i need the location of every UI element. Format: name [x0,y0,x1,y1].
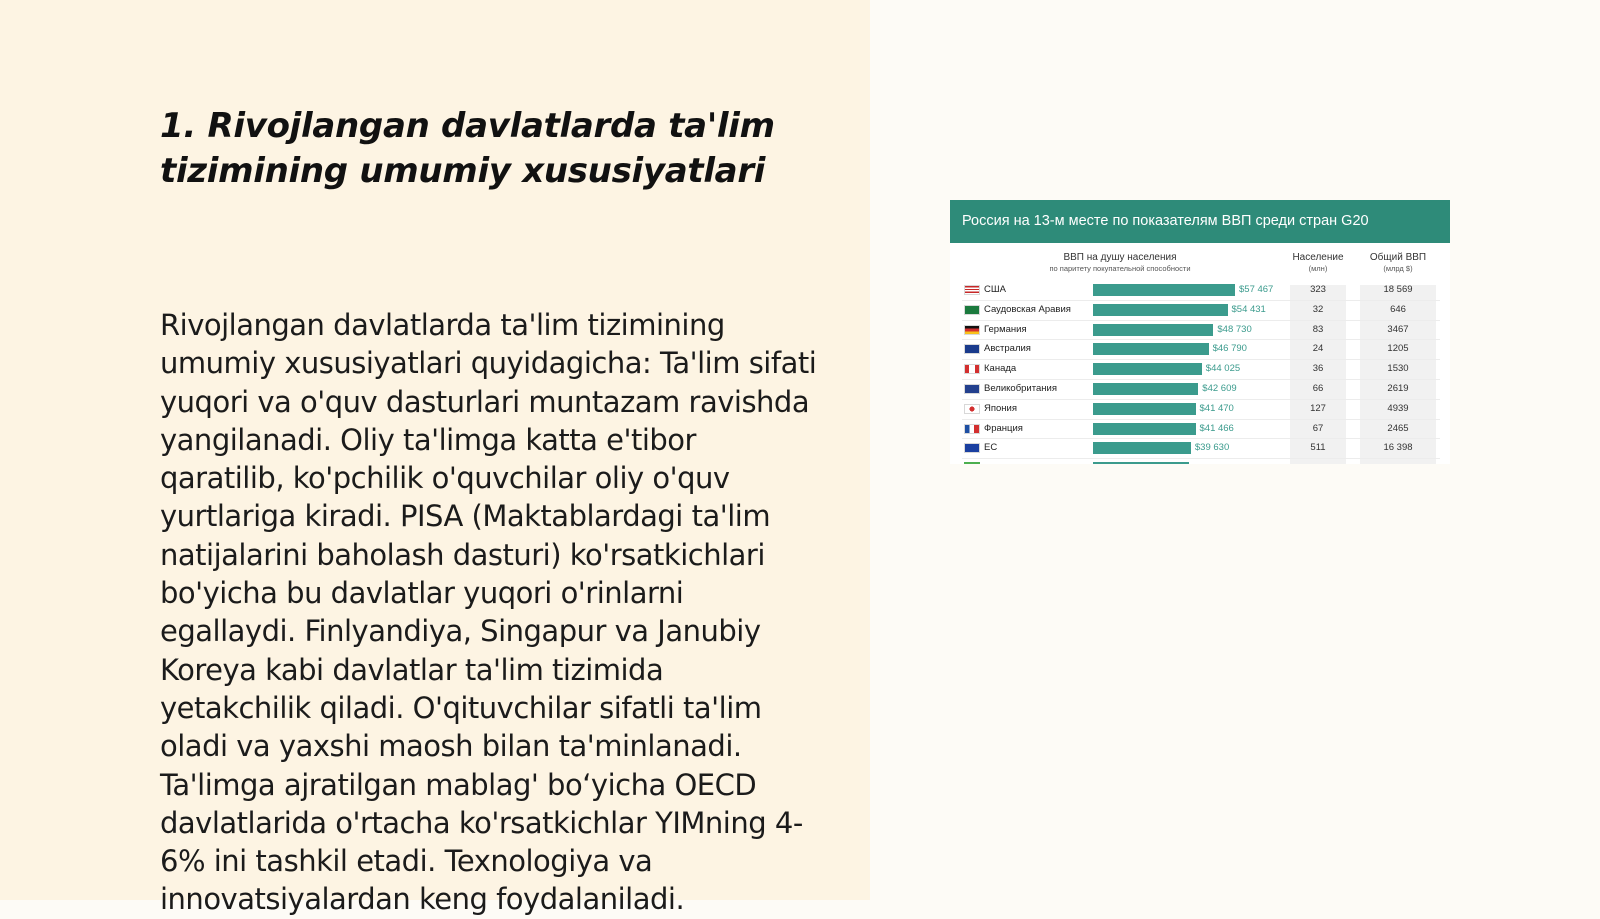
country-label: Япония [984,402,1017,414]
gdp-bar [1093,383,1198,395]
chart-row [950,379,1450,399]
chart-row [950,399,1450,419]
bar-track [1093,403,1283,415]
chart-row [950,419,1450,439]
cut-off-bar [1093,462,1189,464]
gdp-bar-label: $54 431 [1231,303,1266,315]
row-divider [962,458,1440,459]
total-gdp-value: 2619 [1387,383,1409,394]
column-header-gdp-per-capita [1010,252,1230,274]
chart-row [950,339,1450,359]
gdp-bar-label: $39 630 [1194,442,1230,454]
total-gdp-value: 1530 [1387,363,1409,375]
bar-track [1093,423,1283,435]
slide-body-text: Rivojlangan davlatlarda ta'lim tizimining umumiy xususiyatlari quyidagicha: Ta'lim sifati yuqori va o'quv dasturlari muntazam ravishda yangilanadi. Oliy ta'limga katta e'tibor qaratilib, ko'pchilik o'quvchilar oliy o'quv yurtlariga kiradi. PISA (Maktablardagi ta'lim natijalarini baholash dasturi) ko'rsatkichlari bo'yicha bu davlatlar yuqori o'rinlarni egallaydi. Finlyandiya, Singapur va Janubiy Koreya kabi davlatlar ta'lim tizimida yetakchilik qiladi. O'qituvchilar sifatli ta'lim oladi va yaxshi maosh bilan ta'minlanadi. Ta'limga ajratilgan mablag' bo‘yicha OECD davlatlarida o'rtacha ko'rsatkichlar YIMning 4-6% ini tashkil etadi. Texnologiya va innovatsiyalardan keng foydalaniladi. [160,308,817,917]
gdp-bar-label: $42 609 [1202,383,1237,394]
bar-track [1093,304,1283,316]
country-label: США [984,284,1006,295]
chart-title: Россия на 13-м месте по показателям ВВП среди стран G20 [950,200,1450,243]
total-gdp-value: 4939 [1387,402,1409,414]
total-gdp-value: 1205 [1387,343,1409,355]
gdp-bar [1093,442,1191,454]
column-header-population [1280,252,1356,274]
population-value: 323 [1310,284,1326,295]
bar-track [1093,383,1283,395]
population-value: 83 [1312,323,1324,335]
bar-track [1093,343,1283,355]
gdp-bar-label: $44 025 [1205,363,1241,375]
uk-flag-icon [964,384,980,394]
gdp-bar [1093,343,1209,355]
column-header-sublabel: (млрд $) [1383,264,1413,273]
france-flag-icon [964,424,980,434]
column-header-total-gdp [1360,252,1436,274]
gdp-bar [1093,403,1196,415]
chart-row [950,438,1450,458]
population-value: 36 [1312,363,1324,375]
column-header-sublabel: (млн) [1308,264,1328,273]
gdp-bar [1093,324,1213,336]
gdp-chart-image [950,200,1450,464]
column-header-label: Население [1292,252,1344,263]
chart-row [950,320,1450,340]
total-gdp-value: 3467 [1387,323,1409,335]
column-header-label: ВВП на душу населения [1063,252,1177,263]
eu-flag-icon [964,443,980,453]
country-label: Франция [984,422,1023,434]
australia-flag-icon [964,344,980,354]
chart-row [950,300,1450,320]
chart-row [950,280,1450,300]
country-label: Австралия [984,343,1031,355]
country-label: Саудовская Аравия [984,303,1071,315]
chart-row [950,359,1450,379]
population-value: 511 [1310,442,1326,454]
population-value: 24 [1312,343,1324,355]
gdp-bar-label: $57 467 [1239,284,1274,295]
country-label: Германия [984,323,1027,335]
population-value: 32 [1312,303,1324,315]
japan-flag-icon [964,404,980,414]
gdp-bar-label: $46 790 [1212,343,1247,355]
gdp-bar [1093,304,1228,316]
gdp-bar-label: $41 466 [1199,422,1234,434]
country-label: ЕС [984,442,998,454]
total-gdp-value: 2465 [1387,422,1409,434]
bar-track [1093,442,1283,454]
population-value: 66 [1312,383,1324,394]
slide-title: 1. Rivojlangan davlatlarda ta'lim tizimining umumiy xususiyatlari [160,106,775,191]
cut-off-flag-icon [964,462,980,464]
germany-flag-icon [964,325,980,335]
saudi-arabia-flag-icon [964,305,980,315]
population-value: 67 [1312,422,1324,434]
gdp-bar [1093,284,1235,296]
bar-track [1093,363,1283,375]
bar-track [1093,284,1283,296]
column-header-sublabel: по паритету покупательной способности [1049,264,1191,273]
gdp-bar [1093,363,1202,375]
bar-track [1093,324,1283,336]
gdp-bar [1093,423,1196,435]
country-label: Великобритания [984,383,1057,394]
us-flag-icon [964,285,980,295]
population-value: 127 [1310,402,1326,414]
total-gdp-value: 646 [1390,303,1406,315]
country-label: Канада [984,363,1017,375]
canada-flag-icon [964,364,980,374]
gdp-bar-label: $48 730 [1217,323,1252,335]
total-gdp-value: 16 398 [1383,442,1413,454]
column-header-label: Общий ВВП [1369,252,1427,263]
gdp-bar-label: $41 470 [1199,402,1234,414]
total-gdp-value: 18 569 [1383,284,1413,295]
